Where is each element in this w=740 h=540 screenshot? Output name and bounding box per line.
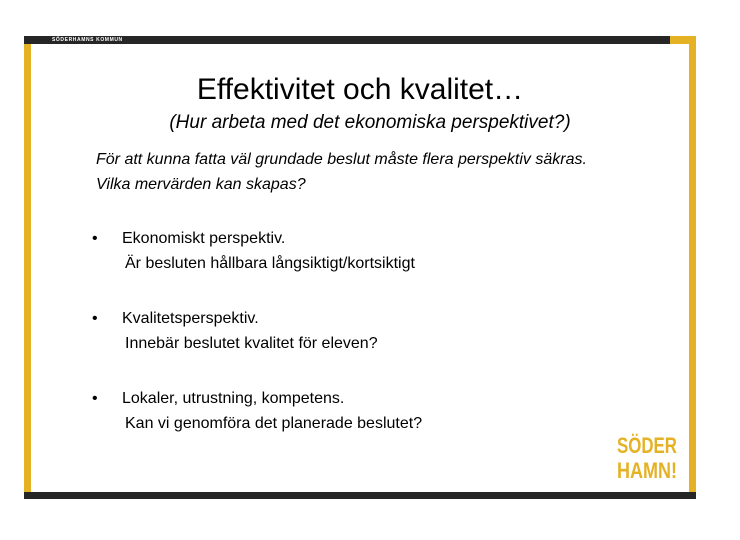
bullet-item	[92, 226, 652, 306]
intro-line: Vilka mervärden kan skapas?	[96, 176, 306, 193]
bullet-icon: •	[92, 230, 98, 247]
slide-subtitle: (Hur arbeta med det ekonomiska perspektivet?)	[169, 112, 571, 133]
soderhamn-logo	[616, 432, 678, 482]
bullet-icon: •	[92, 310, 98, 327]
bullet-detail: Innebär beslutet kvalitet för eleven?	[125, 335, 378, 352]
organization-name: SÖDERHAMNS KOMMUN	[52, 37, 123, 43]
slide-title: Effektivitet och kvalitet…	[196, 73, 524, 106]
intro-line: För att kunna fatta väl grundade beslut måste flera perspektiv säkras.	[96, 151, 587, 168]
bullet-icon: •	[92, 390, 98, 407]
intro-text	[96, 147, 676, 197]
bullet-detail: Kan vi genomföra det planerade beslutet?	[125, 415, 423, 432]
footer-bar	[24, 492, 696, 499]
bullet-heading: Lokaler, utrustning, kompetens.	[122, 390, 345, 407]
bullet-item	[92, 306, 652, 386]
logo-line-1: SÖDER	[617, 433, 678, 458]
bullet-heading: Ekonomiskt perspektiv.	[122, 230, 286, 247]
bullet-detail: Är besluten hållbara långsiktigt/kortsiktigt	[125, 255, 415, 272]
bullet-list	[92, 226, 652, 466]
bullet-item	[92, 386, 652, 466]
logo-line-2: HAMN!	[617, 458, 677, 483]
header-accent	[670, 36, 696, 44]
bullet-heading: Kvalitetsperspektiv.	[122, 310, 259, 327]
header-bar	[24, 36, 696, 44]
